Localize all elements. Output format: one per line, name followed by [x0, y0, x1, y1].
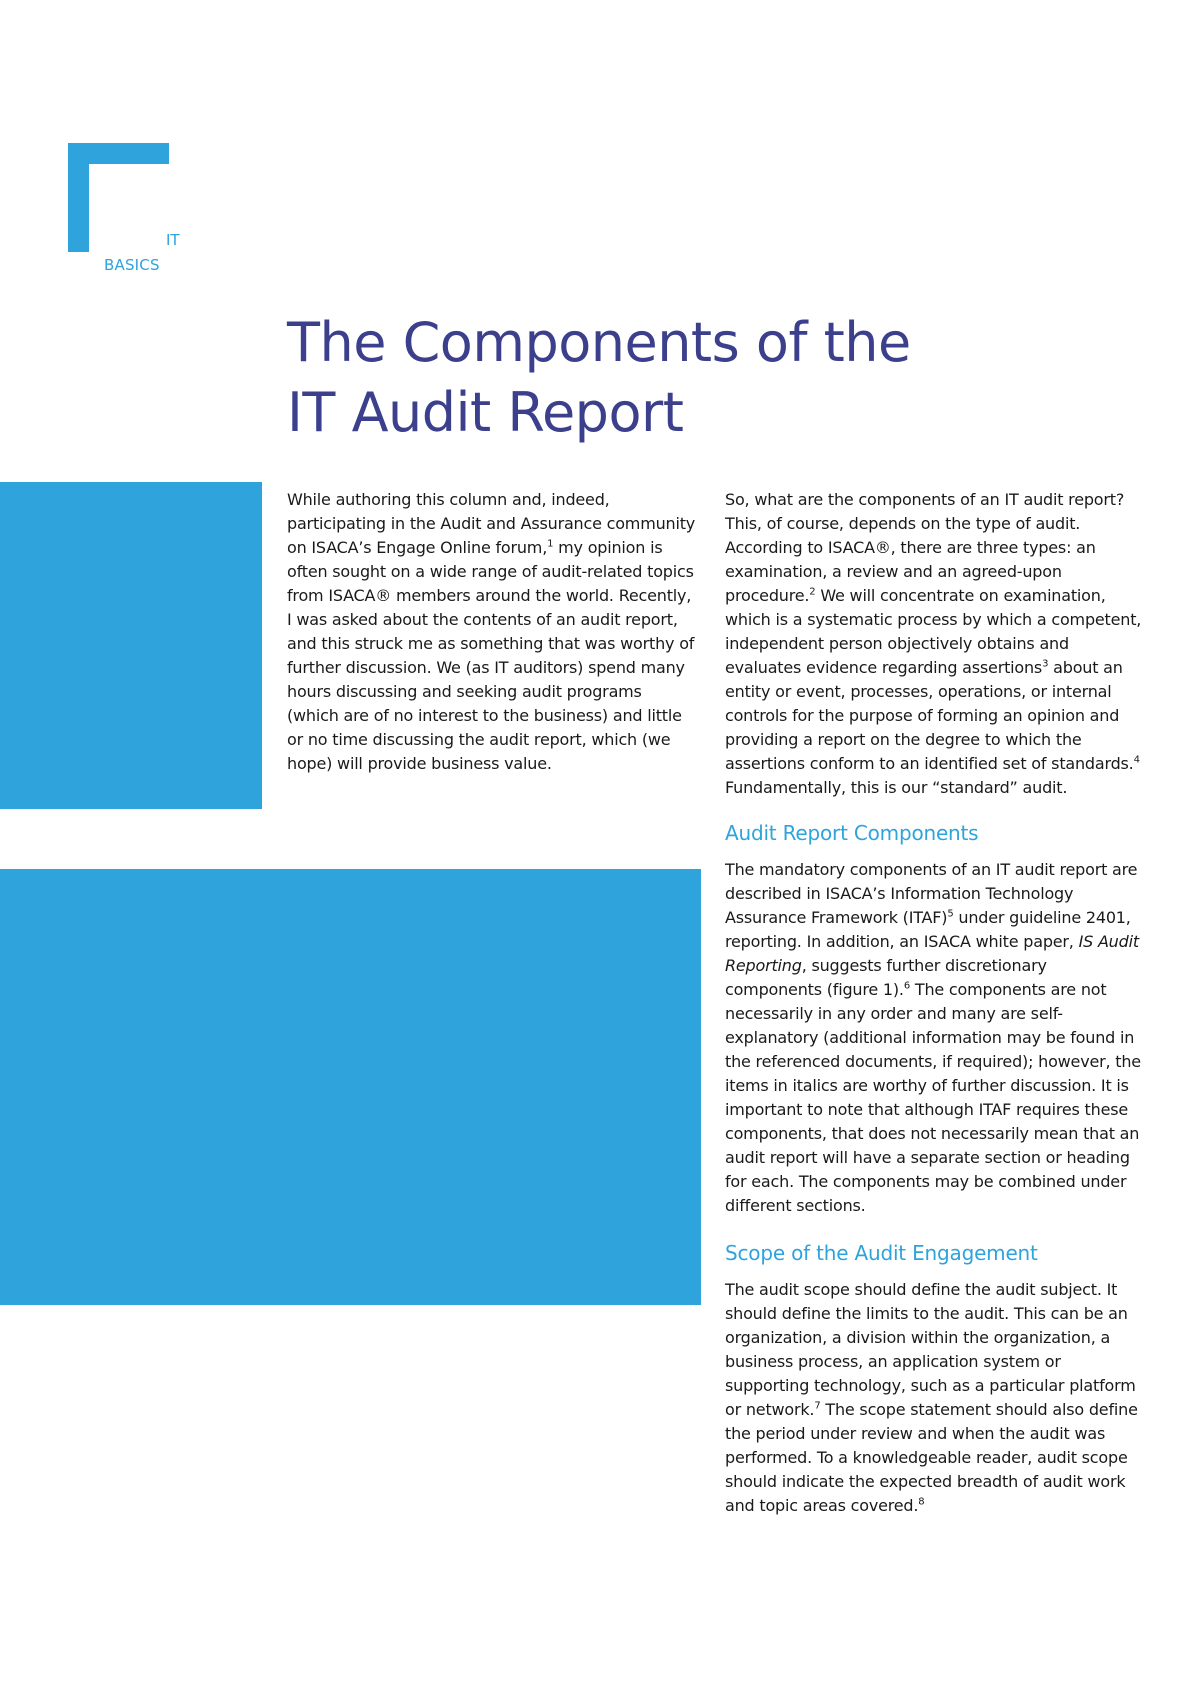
- types-paragraph: So, what are the components of an IT audit report? This, of course, depends on the type of audit. According to ISACA®, there are three types: an examination, a review and an agreed-upon procedure.$^2$ We will concentrate on examination, which is a systematic process by which a competent, independent person objectively obtains and evaluates evidence regarding assertions$^3$ about an entity or event, processes, operations, or internal controls for the purpose of forming an opinion and providing a report on the degree to which the assertions conform to an identified set of standards.$^4$ Fundamentally, this is our “standard” audit.: [725, 490, 1142, 797]
- article-title: [287, 308, 1047, 448]
- series-label-it: IT: [166, 231, 180, 249]
- scope-paragraph: The audit scope should define the audit subject. It should define the limits to the audit. This can be an organization, a division within the organization, a business process, an application system or supporting technology, such as a particular platform or network.$^7$ The scope statement should also define the period under review and when the audit was performed. To a knowledgeable reader, audit scope should indicate the expected breadth of audit work and topic areas covered.$^8$: [725, 1280, 1138, 1515]
- footnote-ref: 3: [1042, 658, 1049, 670]
- footnote-ref: 2: [809, 586, 816, 598]
- series-label-basics: BASICS: [104, 256, 160, 274]
- footnote-ref: 8: [918, 1496, 925, 1508]
- footnote-ref: 6: [903, 980, 910, 992]
- footnote-ref: 1: [547, 538, 554, 550]
- corner-bracket-left: [68, 143, 89, 252]
- right-column: [725, 488, 1145, 1518]
- corner-bracket-graphic: [68, 143, 169, 252]
- italic-title: IS Audit Reporting: [725, 932, 1139, 975]
- footnote-ref: 5: [947, 908, 954, 920]
- section-heading-audit-report-components: Audit Report Components: [725, 821, 979, 845]
- intro-paragraph: While authoring this column and, indeed, participating in the Audit and Assurance community on ISACA’s Engage Online forum,$^1$ my opinion is often sought on a wide range of audit-related topics from ISACA® members around the world. Recently, I was asked about the contents of an audit report, and this struck me as something that was worthy of further discussion. We (as IT auditors) spend many hours discussing and seeking audit programs (which are of no interest to the business) and little or no time discussing the audit report, which (we hope) will provide business value.: [287, 490, 696, 773]
- left-column: [287, 488, 697, 776]
- footnote-ref: 4: [1133, 754, 1140, 766]
- components-paragraph: The mandatory components of an IT audit report are described in ISACA’s Information Technology Assurance Framework (ITAF)$^5$ under guideline 2401, reporting. In addition, an ISACA white paper, IS Audit Reporting, suggests further discretionary components (figure 1).$^6$ The components are not necessarily in any order and many are self-explanatory (additional information may be found in the referenced documents, if required); however, the items in italics are worthy of further discussion. It is important to note that although ITAF requires these components, that does not necessarily mean that an audit report will have a separate section or heading for each. The components may be combined under different sections.: [725, 860, 1141, 1215]
- footnote-ref: 7: [814, 1400, 821, 1412]
- decorative-blue-block-wide: [0, 869, 701, 1305]
- title-line-1: The Components of the: [287, 311, 911, 374]
- title-line-2: IT Audit Report: [287, 381, 684, 444]
- section-heading-scope: Scope of the Audit Engagement: [725, 1241, 1038, 1265]
- decorative-blue-block-left: [0, 482, 262, 809]
